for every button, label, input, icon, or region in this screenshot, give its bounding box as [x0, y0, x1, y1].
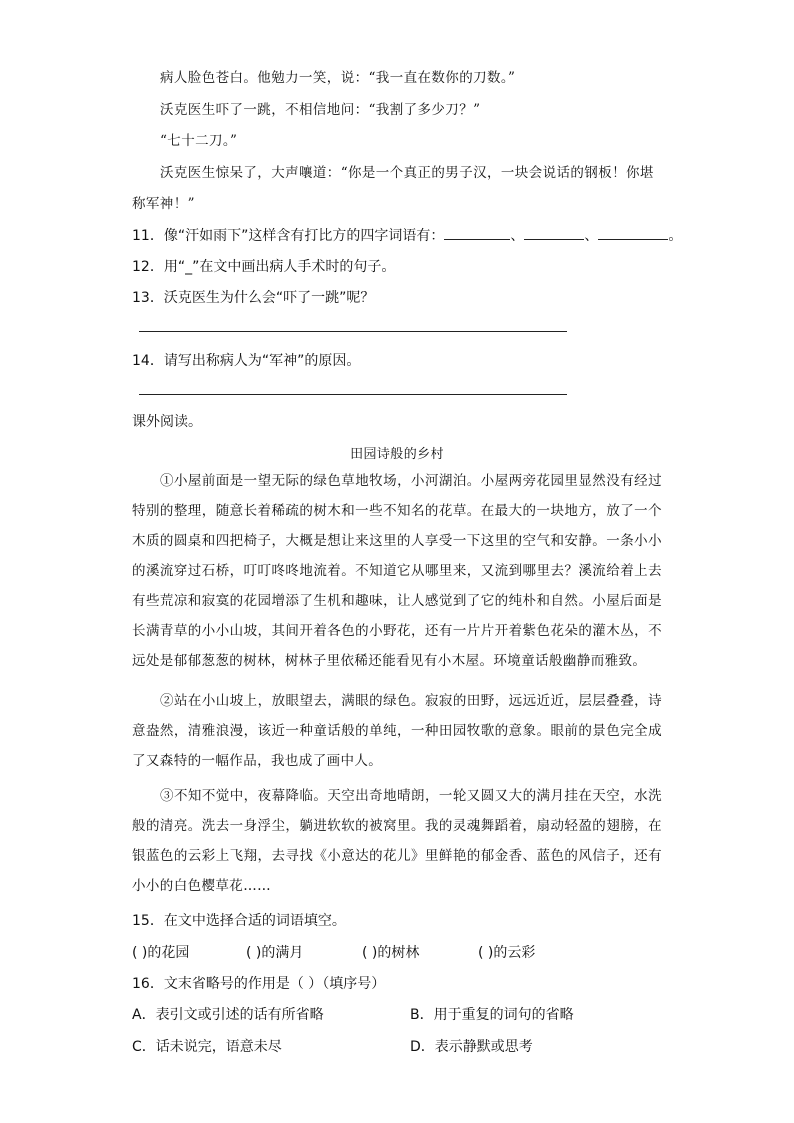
fill-item-woods[interactable]: ( )的树林 — [362, 945, 420, 961]
answer-line-13[interactable] — [139, 331, 567, 332]
answer-line-14[interactable] — [139, 394, 567, 395]
passage-title: 田园诗般的乡村 — [350, 447, 444, 462]
question-11 — [132, 225, 682, 245]
answer-blank-11a[interactable] — [444, 225, 510, 240]
question-13: 13．沃克医生为什么会“吓了一跳”呢？ — [132, 290, 375, 306]
separator: 、 — [510, 228, 525, 244]
story-line-2: 沃克医生吓了一跳，不相信地问：“我割了多少刀？” — [160, 102, 481, 118]
option-d[interactable]: D．表示静默或思考 — [410, 1039, 533, 1055]
question-16: 16．文末省略号的作用是（ ）（填序号） — [132, 976, 386, 992]
question-11-text: 11．像“汗如雨下”这样含有打比方的四字词语有： — [132, 228, 445, 244]
option-a[interactable]: A．表引文或引述的话有所省略 — [132, 1007, 324, 1023]
separator: 、 — [584, 228, 599, 244]
answer-blank-11b[interactable] — [524, 225, 584, 240]
option-c[interactable]: C．话未说完，语意未尽 — [132, 1039, 282, 1055]
section-heading: 课外阅读。 — [132, 414, 202, 430]
fill-item-garden[interactable]: ( )的花园 — [132, 945, 190, 961]
passage-paragraph-3: ③不知不觉中，夜幕降临。天空出奇地晴朗，一轮又圆又大的满月挂在天空，水洗般的清亮。洗去一身浮尘，躺进软软的被窝里。我的灵魂舞蹈着，扇动轻盈的翅膀，在银蓝色的云彩上飞翔，去寻找《小意达的花儿》里鲜艳的郁金香、蓝色的风信子，还有小小的白色樱草花…… — [132, 788, 662, 894]
passage-paragraph-1: ①小屋前面是一望无际的绿色草地牧场，小河湖泊。小屋两旁花园里显然没有经过特别的整理，随意长着稀疏的树木和一些不知名的花草。在最大的一块地方，放了一个木质的圆桌和四把椅子，大概是想让来这里的人享受一下这里的空气和安静。一条小小的溪流穿过石桥，叮叮咚咚地流着。不知道它从哪里来，又流到哪里去？溪流给着上去有些荒凉和寂寞的花园增添了生机和趣味，让人感觉到了它的纯朴和自然。小屋后面是长满青草的小小山坡，其间开着各色的小野花，还有一片片开着紫色花朵的灌木丛，不远处是郁郁葱葱的树林，树林子里依稀还能看见有小木屋。环境童话般幽静而雅致。 — [132, 473, 662, 669]
question-12: 12．用“_”在文中画出病人手术时的句子。 — [132, 259, 396, 275]
fill-item-clouds[interactable]: ( )的云彩 — [478, 945, 536, 961]
question-15: 15．在文中选择合适的词语填空。 — [132, 913, 346, 929]
story-line-3: “七十二刀。” — [160, 133, 238, 149]
option-b[interactable]: B．用于重复的词句的省略 — [410, 1007, 574, 1023]
question-14: 14．请写出称病人为“军神”的原因。 — [132, 353, 361, 369]
period: 。 — [668, 228, 683, 244]
answer-blank-11c[interactable] — [598, 225, 668, 240]
story-line-4b: 称军神！” — [132, 196, 195, 212]
passage-paragraph-2: ②站在小山坡上，放眼望去，满眼的绿色。寂寂的田野，远远近近，层层叠叠，诗意盎然，清雅浪漫，该近一种童话般的单纯，一种田园牧歌的意象。眼前的景色完全成了又森特的一幅作品，我也成了画中人。 — [132, 693, 662, 769]
story-line-1: 病人脸色苍白。他勉力一笑，说：“我一直在数你的刀数。” — [160, 70, 516, 86]
story-line-4a: 沃克医生惊呆了，大声嚷道：“你是一个真正的男子汉，一块会说话的钢板！你堪 — [160, 165, 654, 181]
fill-item-moon[interactable]: ( )的满月 — [246, 945, 304, 961]
